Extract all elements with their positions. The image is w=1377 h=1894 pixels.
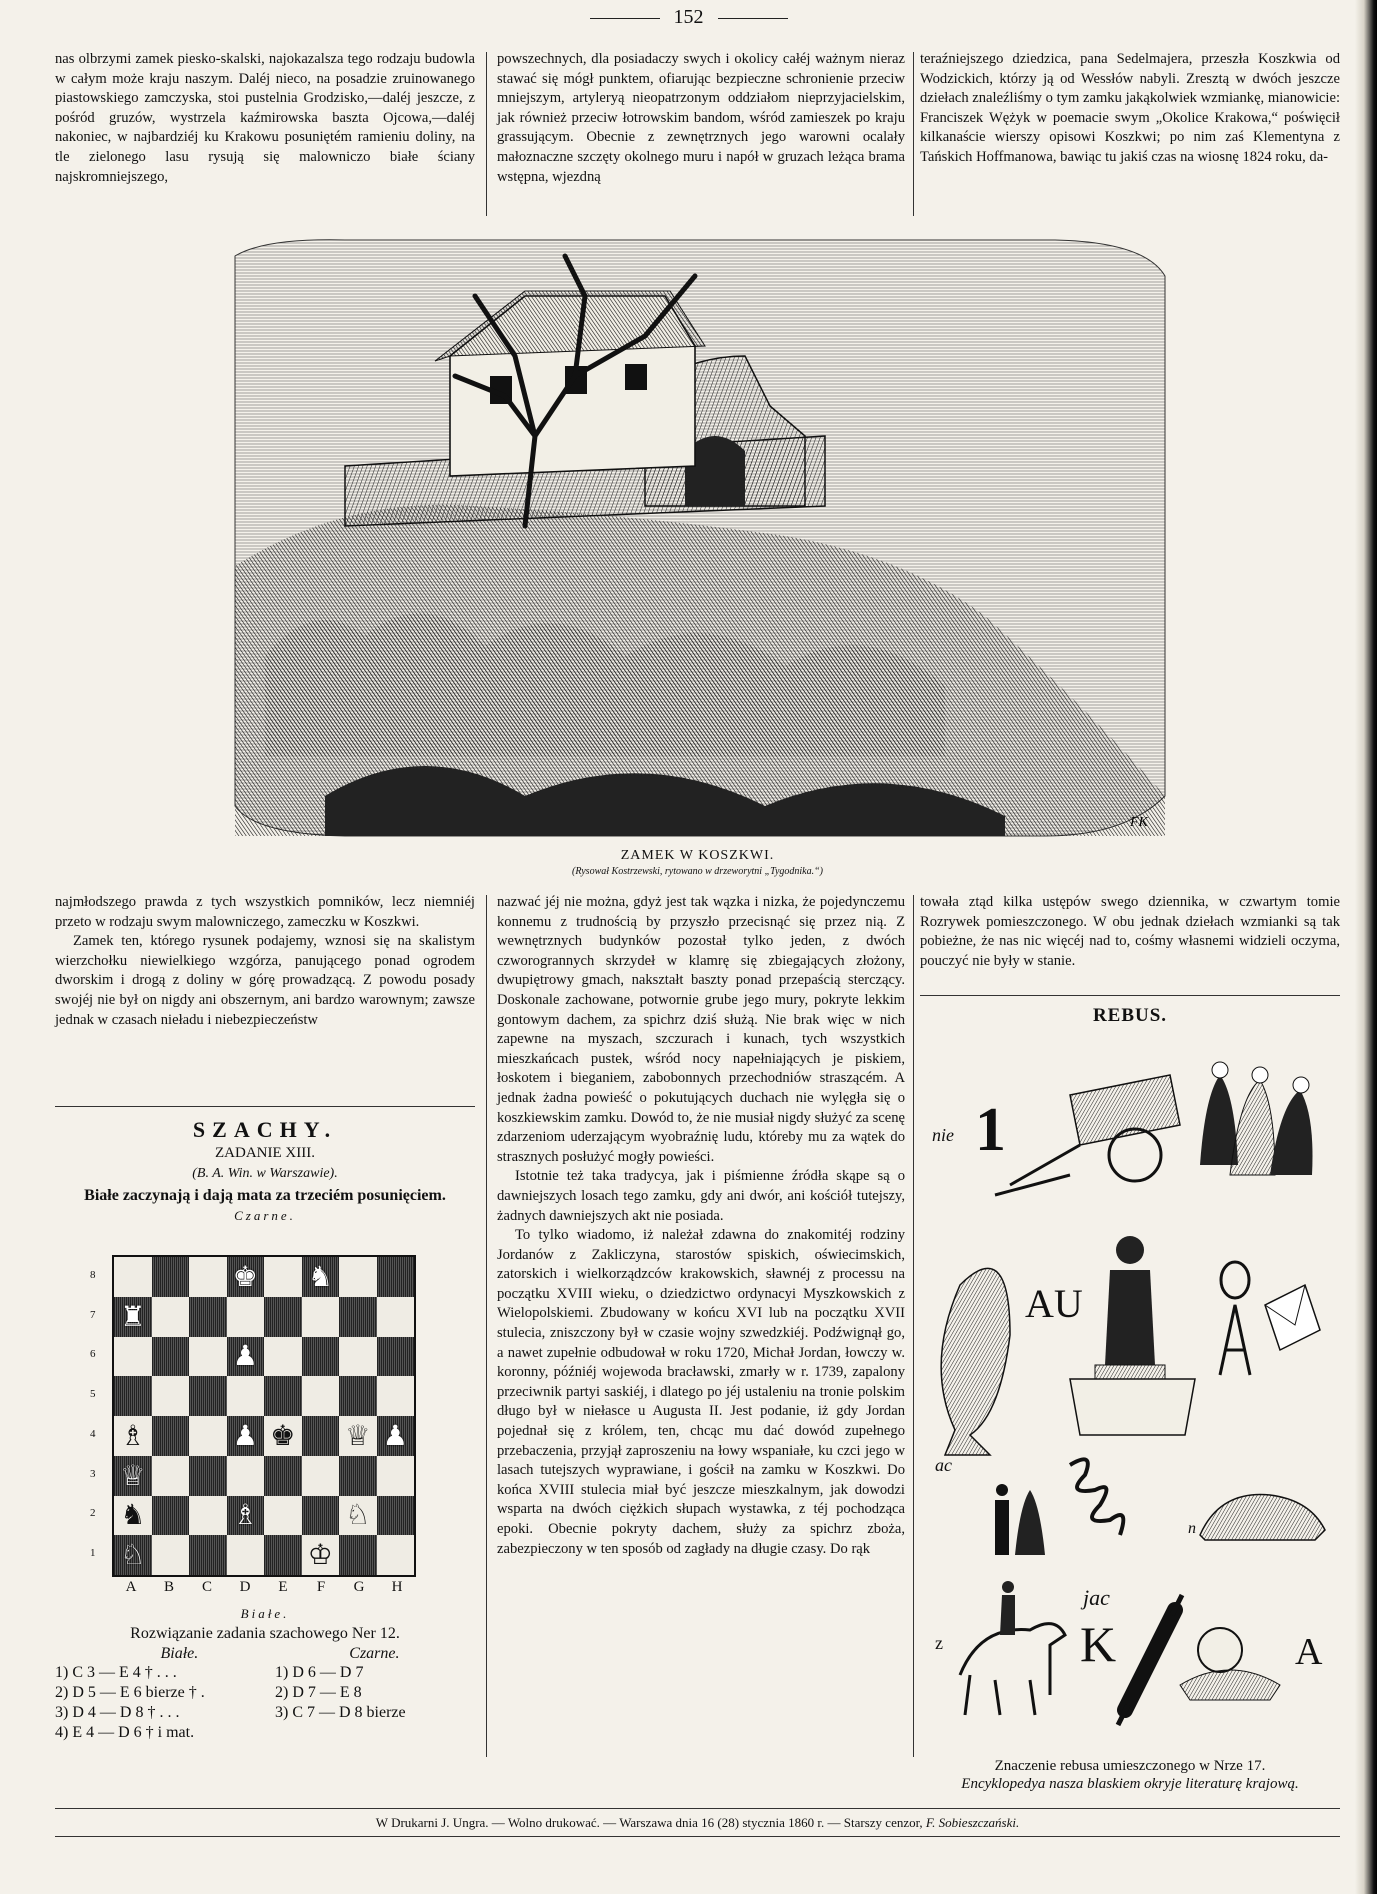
board-square bbox=[339, 1337, 377, 1377]
chess-board bbox=[112, 1255, 416, 1577]
rank-label: 5 bbox=[90, 1388, 96, 1401]
board-square bbox=[264, 1416, 302, 1456]
rank-label: 4 bbox=[90, 1427, 96, 1440]
board-square bbox=[189, 1416, 227, 1456]
file-label: C bbox=[201, 1579, 212, 1595]
chess-piece-icon: ♞ bbox=[120, 1498, 146, 1532]
top-column-1 bbox=[55, 50, 475, 187]
board-square bbox=[302, 1456, 340, 1496]
chess-piece-icon: ♕ bbox=[120, 1458, 146, 1492]
board-square bbox=[189, 1337, 227, 1377]
chess-piece-icon: ♗ bbox=[120, 1418, 146, 1452]
chess-solution-heads bbox=[55, 1645, 475, 1663]
solution-move-row bbox=[55, 1703, 475, 1723]
lower-column-3 bbox=[920, 893, 1340, 971]
board-square bbox=[339, 1257, 377, 1297]
board-square bbox=[114, 1456, 152, 1496]
rank-label: 1 bbox=[90, 1547, 96, 1560]
monks-icon bbox=[1200, 1062, 1313, 1175]
rank-labels bbox=[90, 1255, 104, 1573]
chess-piece-icon: ♚ bbox=[232, 1259, 258, 1293]
white-move: 3) D 4 — D 8 † . . . bbox=[55, 1704, 180, 1721]
saint-statue-icon bbox=[1070, 1236, 1195, 1435]
castle-engraving bbox=[225, 236, 1170, 841]
chess-piece-icon: ♗ bbox=[232, 1498, 258, 1532]
column-divider bbox=[486, 52, 487, 216]
board-square bbox=[189, 1376, 227, 1416]
chess-piece-icon: ♞ bbox=[307, 1259, 333, 1293]
lower-column-1-para-2: Zamek ten, którego rysunek podajemy, wznosi się na skalistym wierzchołku niewielkiego wzgórza, panującego ponad ogrodem dworskim i drogą z doliny w górę prowadzącą. Z powodu posady swojéj nie był on nigdy ani obszernym, ani bardzo warownym; zawsze jednak w czasach nieładu i niebezpieczeństw bbox=[55, 933, 475, 1028]
rolling-pin-icon bbox=[1118, 1595, 1182, 1725]
chess-section bbox=[55, 1117, 475, 1224]
fish-icon bbox=[941, 1268, 1010, 1455]
board-square bbox=[227, 1496, 265, 1536]
board-square bbox=[302, 1337, 340, 1377]
board-square bbox=[302, 1535, 340, 1575]
imprint-censor-name: F. Sobieszczański. bbox=[925, 1815, 1020, 1830]
chess-piece-icon: ♘ bbox=[345, 1498, 371, 1532]
figure-credit: (Rysował Kostrzewski, rytowano w drzeworytni „Tygodnika.“) bbox=[571, 866, 824, 877]
board-square bbox=[377, 1337, 415, 1377]
board-square bbox=[377, 1535, 415, 1575]
solution-move-row bbox=[55, 1683, 475, 1703]
top-column-2 bbox=[497, 50, 905, 187]
file-label: H bbox=[391, 1579, 403, 1595]
file-label: E bbox=[278, 1579, 288, 1595]
board-square bbox=[152, 1456, 190, 1496]
rebus-letter-a: A bbox=[1295, 1631, 1323, 1673]
board-square bbox=[189, 1535, 227, 1575]
rank-label: 2 bbox=[90, 1507, 96, 1520]
chess-top-side-label: Czarne. bbox=[234, 1208, 296, 1223]
board-square bbox=[339, 1416, 377, 1456]
page-edge-shadow bbox=[1355, 0, 1377, 1894]
board-square bbox=[302, 1416, 340, 1456]
board-square bbox=[377, 1376, 415, 1416]
engraver-signature: FK bbox=[1130, 815, 1148, 830]
lower-column-2-para-1: nazwać jéj nie można, gdyż jest tak wązka i nizka, że pojedynczemu konnemu z trudnością by przyszło przecisnąć się przez nią. Z wewnętrznych budynków pozostał tylko jeden, z dwóch czworogrannych skrzydeł w klamrę się zbiegających złożony, dwupiętrowy gmach, nakształt baszty ponad przepaścią sterczący. Doskonale zachowane, potwornie grube jego mury, pokryte lekkim gontowym dachem, za spichrz dziś służą. Nie brak więc w nich zapewne na myszach, szczurach i kunach, tych wszystkich mieszkańcach pustek, wśród nocy napełniających je piskiem, łoskotem i bieganiem, zabobonnych przechodniów straszącém. A jednak żadna powieść o pokutujących duchach nie wylęgła się o koszkiewskim zamku. Dowód to, że nie musiał nigdy służyć za scenę zdarzeniom uderzającym wyobraźnię ludu, któreby mu za wątek do strasznych posłużyć mogły powieści. bbox=[497, 894, 905, 1165]
board-square bbox=[227, 1535, 265, 1575]
rebus-letters-ac: ac bbox=[935, 1455, 952, 1475]
solution-move-row bbox=[55, 1723, 475, 1743]
lower-column-2-para-2: Istotnie też taka tradycya, jak i piśmienne źródła skąpe są o dawniejszych losach tego zamku, gdy ani dwór, ani kościół tutejszy, żadnych dawniejszych akt nie posiada. bbox=[497, 1168, 905, 1224]
rebus-solution-text: Encyklopedya nasza blaskiem okryje literaturę krajową. bbox=[961, 1776, 1299, 1792]
envelope-icon bbox=[1265, 1285, 1320, 1350]
chess-solution bbox=[55, 1625, 475, 1743]
column-divider bbox=[913, 52, 914, 216]
board-square bbox=[377, 1416, 415, 1456]
board-square bbox=[377, 1257, 415, 1297]
file-label: D bbox=[239, 1579, 251, 1595]
board-square bbox=[264, 1496, 302, 1536]
white-head: Białe. bbox=[160, 1645, 199, 1662]
imprint-censor-label: Starszy cenzor, bbox=[843, 1815, 923, 1830]
white-move: 4) E 4 — D 6 † i mat. bbox=[55, 1724, 195, 1741]
rank-label: 3 bbox=[90, 1467, 96, 1480]
board-square bbox=[152, 1496, 190, 1536]
board-square bbox=[339, 1376, 377, 1416]
board-square bbox=[227, 1297, 265, 1337]
top-column-3 bbox=[920, 50, 1340, 168]
rebus-section bbox=[920, 1005, 1340, 1750]
file-label: F bbox=[316, 1579, 326, 1595]
solution-move-row bbox=[55, 1663, 475, 1683]
rank-label: 8 bbox=[90, 1268, 96, 1281]
rebus-letter-n: n bbox=[1188, 1520, 1196, 1537]
imprint-place-date: Warszawa dnia 16 (28) stycznia 1860 r. — bbox=[619, 1815, 841, 1830]
board-square bbox=[339, 1297, 377, 1337]
rank-label: 7 bbox=[90, 1308, 96, 1321]
top-column-2-text: powszechnych, dla posiadaczy swych i okolicy całéj ważnym nieraz stawać się mógł punktem, ofiarując bezpieczne schronienie przeciw mniejszym, artyleryą nieopatrzonym oddziałom nieprzyjacielskim, jak również przeciw łotrowskim bandom, wśród zamieszek po kraju grassującym. Obecnie z zewnętrznych jego warowni ocalały małoznaczne szczęty okolnego muru i napół w gruzach leżąca brama wstępna, wjezdną bbox=[497, 51, 905, 185]
board-square bbox=[302, 1496, 340, 1536]
board-square bbox=[114, 1376, 152, 1416]
board-square bbox=[189, 1297, 227, 1337]
rebus-letters-au: AU bbox=[1025, 1281, 1083, 1326]
chess-author: (B. A. Win. w Warszawie). bbox=[192, 1166, 338, 1181]
letter-i-icon bbox=[995, 1484, 1009, 1555]
file-labels bbox=[112, 1579, 416, 1596]
board-square bbox=[114, 1257, 152, 1297]
page-number: 152 bbox=[0, 6, 1377, 29]
board-square bbox=[339, 1496, 377, 1536]
board-square bbox=[302, 1297, 340, 1337]
lower-column-2 bbox=[497, 893, 905, 1559]
lower-column-1-para-1: najmłodszego prawda z tych wszystkich pomników, lecz niemniéj przeto w rodzaju swym malowniczego, zameczku w Koszkwi. bbox=[55, 894, 475, 930]
chess-problem-number: ZADANIE XIII. bbox=[215, 1145, 315, 1161]
board-square bbox=[227, 1337, 265, 1377]
chess-piece-icon: ♜ bbox=[120, 1299, 146, 1333]
file-label: G bbox=[353, 1579, 365, 1595]
rebus-letter-z: z bbox=[935, 1633, 943, 1653]
cart-icon bbox=[995, 1075, 1180, 1195]
chess-piece-icon: ♚ bbox=[270, 1418, 296, 1452]
board-square bbox=[377, 1297, 415, 1337]
rebus-solution bbox=[920, 1757, 1340, 1793]
chess-solution-title: Rozwiązanie zadania szachowego Ner 12. bbox=[130, 1625, 400, 1642]
springs-icon bbox=[1070, 1459, 1123, 1535]
board-square bbox=[264, 1456, 302, 1496]
board-square bbox=[114, 1297, 152, 1337]
bread-loaf-icon bbox=[1180, 1628, 1280, 1700]
board-square bbox=[152, 1416, 190, 1456]
rebus-number-one: 1 bbox=[975, 1096, 1006, 1164]
chess-intro: Białe zaczynają i dają mata za trzeciém posunięciem. bbox=[84, 1187, 446, 1204]
black-move: 3) C 7 — D 8 bierze bbox=[275, 1704, 406, 1721]
chess-piece-icon: ♘ bbox=[120, 1538, 146, 1572]
board-square bbox=[264, 1376, 302, 1416]
imprint-permission: Wolno drukować. — bbox=[507, 1815, 617, 1830]
chess-piece-icon: ♕ bbox=[345, 1418, 371, 1452]
board-square bbox=[302, 1257, 340, 1297]
section-rule bbox=[55, 1106, 475, 1107]
white-move: 2) D 5 — E 6 bierze † . bbox=[55, 1684, 205, 1701]
board-square bbox=[339, 1456, 377, 1496]
black-head: Czarne. bbox=[349, 1645, 400, 1662]
board-square bbox=[152, 1376, 190, 1416]
board-square bbox=[264, 1535, 302, 1575]
hedgehog-icon bbox=[1200, 1495, 1325, 1541]
column-divider bbox=[913, 895, 914, 1757]
board-square bbox=[152, 1535, 190, 1575]
ladder-icon bbox=[1220, 1262, 1250, 1375]
chess-piece-icon: ♟ bbox=[232, 1339, 258, 1373]
top-column-1-text: nas olbrzymi zamek piesko-skalski, najokazalsza tego rodzaju budowla w całym może kraju naszym. Daléj nieco, na posadzie zruinowanego piastowskiego zamczyska, stoi pustelnia Grodzisko,—daléj jeszcze, z pośród gruzów, wystrzela kaźmirowska baszta Ojcowa,—daléj nakoniec, w najbardziéj ku Krakowu posuniętém ramieniu doliny, na tle zielonego lasu rysują się malowniczo białe ściany najskromniejszego, bbox=[55, 51, 475, 185]
horseman-icon bbox=[960, 1581, 1065, 1715]
lower-column-3-text: towała ztąd kilka ustępów swego dziennika, w czwartym tomie Rozrywek pomieszczonego. W obu jednak dziełach wzmianki są tak pobieżne, że nas nic więcéj nad to, cośmy własnemi widzieli oczyma, pouczyć nie były w stanie. bbox=[920, 894, 1340, 969]
board-square bbox=[152, 1297, 190, 1337]
imprint-rule-top bbox=[55, 1808, 1340, 1809]
board-square bbox=[152, 1257, 190, 1297]
imprint-printer: W Drukarni J. Ungra. — bbox=[375, 1815, 505, 1830]
board-square bbox=[189, 1456, 227, 1496]
board-square bbox=[302, 1376, 340, 1416]
board-square bbox=[264, 1337, 302, 1377]
figure-caption: ZAMEK W KOSZKWI. bbox=[620, 848, 775, 863]
rebus-solution-line: Znaczenie rebusa umieszczonego w Nrze 17. bbox=[994, 1758, 1266, 1774]
lower-column-1 bbox=[55, 893, 475, 1030]
imprint-rule-bottom bbox=[55, 1836, 1340, 1837]
file-label: A bbox=[125, 1579, 137, 1595]
chess-title: SZACHY. bbox=[192, 1117, 338, 1142]
rebus-letter-k: K bbox=[1080, 1616, 1117, 1672]
imprint bbox=[55, 1815, 1340, 1831]
board-square bbox=[189, 1496, 227, 1536]
board-square bbox=[264, 1297, 302, 1337]
board-square bbox=[227, 1456, 265, 1496]
board-square bbox=[227, 1257, 265, 1297]
board-square bbox=[339, 1535, 377, 1575]
lower-column-2-para-3: To tylko wiadomo, iż należał zdawna do znakomitéj rodziny Jordanów z Zakliczyna, starostów spiskich, oświecimskich, zatorskich i wielkorządzców krakowskich, sławnéj z processu na początku XVIII wieku, o dziedzictwo ordynacyi Myszkowskich z Wielopolskiemi. Zbudowany w końcu XVI lub na początku XVII stulecia, zniszczony był w czasie wojny szwedzkiéj. Podźwignął go, a nawet zupełnie odbudował w roku 1720, Michał Jordan, łowczy w. koronny, późniéj wojewoda bracławski, zmarły w r. 1739, zapalony przeciwnik partyi saskiéj, i dlatego po jéj ustaleniu na tronie polskim długo był w niełasce u Augusta II. Jest podanie, iż gdy Jordan pojednał się z królem, ten, chcąc mu dać dowód zupełnego przebaczenia, przyjął zaproszeniu na łowy wspaniałe, ku czci jego w lasach tutejszych wyprawiane, i gościł na zamku w Koszkwi. Do końca XVIII stulecia miał być jeszcze mieszkalnym, jak dowodzi wsparta na dwóch ciężkich słupach wystawka, z téj pochodząca epoki. Obecnie pokryty dachem, służy za spichrz zboża, zabezpieczony w ten sposób od zagłady na długie czasy. Do rąk bbox=[497, 1227, 905, 1557]
column-divider bbox=[486, 895, 487, 1757]
board-square bbox=[152, 1337, 190, 1377]
chess-piece-icon: ♟ bbox=[382, 1418, 408, 1452]
board-square bbox=[377, 1496, 415, 1536]
black-move: 2) D 7 — E 8 bbox=[275, 1684, 362, 1701]
white-move: 1) C 3 — E 4 † . . . bbox=[55, 1664, 177, 1681]
black-move bbox=[275, 1723, 475, 1743]
board-square bbox=[189, 1257, 227, 1297]
file-label: B bbox=[163, 1579, 174, 1595]
board-square bbox=[264, 1257, 302, 1297]
board-square bbox=[377, 1456, 415, 1496]
board-square bbox=[114, 1496, 152, 1536]
board-square bbox=[114, 1337, 152, 1377]
board-square bbox=[114, 1535, 152, 1575]
chess-bottom-side-label: Białe. bbox=[240, 1606, 290, 1621]
top-column-3-text: teraźniejszego dziedzica, pana Sedelmajera, przeszła Koszkwia od Wodzickich, którzy ją od Wessłów nabyli. Zresztą w dwóch jeszcze dziełach znaleźliśmy o tym zamku jakąkolwiek wzmiankę, mianowicie: Franciszek Wężyk w poemacie swym „Okolice Krakowa,“ poświęcił kilkanaście wierszy opisowi Koszkwi; po nim zaś Klementyna z Tańskich Hoffmanowa, bawiąc tu jakiś czas na wiosnę 1824 roku, da- bbox=[920, 51, 1340, 165]
board-square bbox=[227, 1376, 265, 1416]
chess-piece-icon: ♟ bbox=[232, 1418, 258, 1452]
rebus-title: REBUS. bbox=[1092, 1005, 1168, 1026]
board-square bbox=[227, 1416, 265, 1456]
rank-label: 6 bbox=[90, 1348, 96, 1361]
black-move: 1) D 6 — D 7 bbox=[275, 1664, 364, 1681]
rebus-word-nie: nie bbox=[932, 1125, 954, 1145]
board-square bbox=[114, 1416, 152, 1456]
section-rule bbox=[920, 995, 1340, 996]
woman-figure-icon bbox=[1015, 1490, 1045, 1555]
chess-piece-icon: ♔ bbox=[307, 1538, 333, 1572]
rebus-word-jac: jac bbox=[1083, 1585, 1110, 1610]
